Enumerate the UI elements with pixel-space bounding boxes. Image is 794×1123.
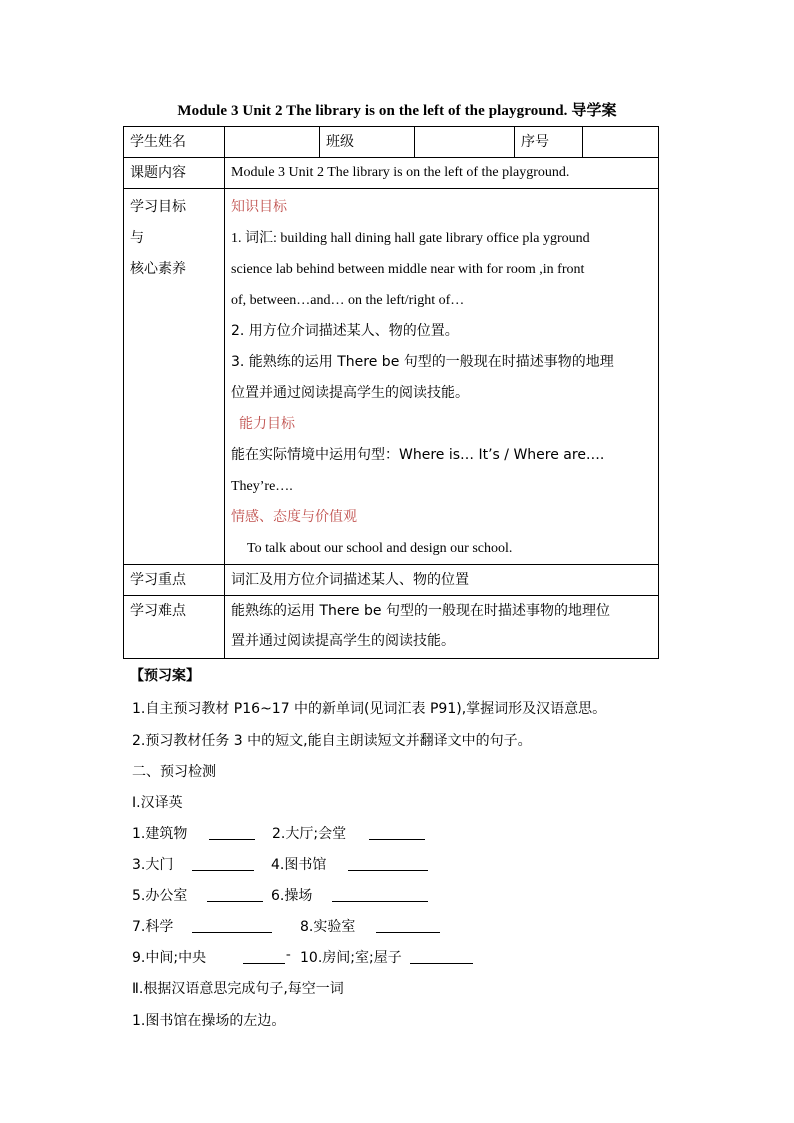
goal-line: science lab behind between middle near with for room ,in front — [231, 262, 585, 277]
answer-blank[interactable] — [192, 920, 272, 933]
vocab-item: 4.图书馆 — [271, 857, 327, 873]
goal-line: 1. 词汇: building hall dining hall gate library office pla yground — [231, 231, 590, 246]
info-table — [123, 126, 659, 659]
difficulty-line: 能熟练的运用 There be 句型的一般现在时描述事物的地理位 — [231, 603, 610, 619]
vocab-item: 3.大门 — [132, 857, 174, 873]
vocab-item: 5.办公室 — [132, 888, 188, 904]
topic-value: Module 3 Unit 2 The library is on the left of the playground. — [225, 158, 659, 189]
vocab-item: 6.操场 — [271, 888, 313, 904]
vocab-item: 7.科学 — [132, 919, 174, 935]
answer-blank[interactable] — [207, 889, 263, 902]
preview-item: 二、预习检测 — [132, 764, 216, 780]
answer-blank[interactable] — [243, 951, 285, 964]
goal-line: of, between…and… on the left/right of… — [231, 293, 465, 308]
goal-line: 2. 用方位介词描述某人、物的位置。 — [231, 323, 459, 339]
attitude-line: To talk about our school and design our school. — [247, 541, 513, 556]
difficulty-label: 学习难点 — [124, 596, 225, 659]
table-row — [124, 565, 659, 596]
dash-mark: - — [286, 947, 291, 962]
goal-line: 3. 能熟练的运用 There be 句型的一般现在时描述事物的地理 — [231, 354, 614, 370]
vocab-item: 10.房间;室;屋子 — [300, 950, 402, 966]
goals-content — [225, 189, 659, 565]
class-label: 班级 — [320, 127, 415, 158]
topic-label: 课题内容 — [124, 158, 225, 189]
table-row — [124, 127, 659, 158]
preview-item: 1.自主预习教材 P16~17 中的新单词(见词汇表 P91),掌握词形及汉语意思。 — [132, 701, 607, 717]
vocab-item: 1.建筑物 — [132, 826, 188, 842]
question-item: 1.图书馆在操场的左边。 — [132, 1013, 286, 1029]
vocab-item: 2.大厅;会堂 — [272, 826, 347, 842]
goal-line: 位置并通过阅读提高学生的阅读技能。 — [231, 385, 469, 401]
attitude-heading: 情感、态度与价值观 — [231, 509, 357, 525]
page-title: Module 3 Unit 2 The library is on the left of the playground. 导学案 — [177, 103, 617, 119]
name-field[interactable] — [225, 127, 320, 158]
ability-line: 能在实际情境中运用句型：Where is… It’s / Where are…. — [231, 447, 605, 463]
class-field[interactable] — [415, 127, 515, 158]
answer-blank[interactable] — [376, 920, 440, 933]
name-label: 学生姓名 — [124, 127, 225, 158]
preview-item: Ⅰ.汉译英 — [132, 795, 183, 811]
goals-label — [124, 189, 225, 565]
answer-blank[interactable] — [209, 827, 255, 840]
key-points-value: 词汇及用方位介词描述某人、物的位置 — [225, 565, 659, 596]
table-row — [124, 158, 659, 189]
vocab-item: 8.实验室 — [300, 919, 356, 935]
knowledge-heading: 知识目标 — [231, 199, 287, 215]
difficulty-line: 置并通过阅读提高学生的阅读技能。 — [231, 633, 455, 649]
seat-label: 序号 — [515, 127, 583, 158]
preview-item: 2.预习教材任务 3 中的短文,能自主朗读短文并翻译文中的句子。 — [132, 733, 532, 749]
answer-blank[interactable] — [192, 858, 254, 871]
key-points-label: 学习重点 — [124, 565, 225, 596]
table-row — [124, 189, 659, 565]
answer-blank[interactable] — [348, 858, 428, 871]
answer-blank[interactable] — [369, 827, 425, 840]
table-row — [124, 596, 659, 659]
answer-blank[interactable] — [410, 951, 473, 964]
ability-heading: 能力目标 — [239, 416, 295, 432]
vocab-item: 9.中间;中央 — [132, 950, 207, 966]
difficulty-value — [225, 596, 659, 659]
goals-label-line: 学习目标 — [130, 199, 186, 215]
goals-label-line: 与 — [130, 230, 144, 246]
ability-line: They’re…. — [231, 479, 293, 494]
preview-heading: 【预习案】 — [130, 668, 200, 684]
section-heading: Ⅱ.根据汉语意思完成句子,每空一词 — [132, 981, 344, 997]
goals-label-line: 核心素养 — [130, 261, 186, 277]
seat-field[interactable] — [583, 127, 659, 158]
answer-blank[interactable] — [332, 889, 428, 902]
